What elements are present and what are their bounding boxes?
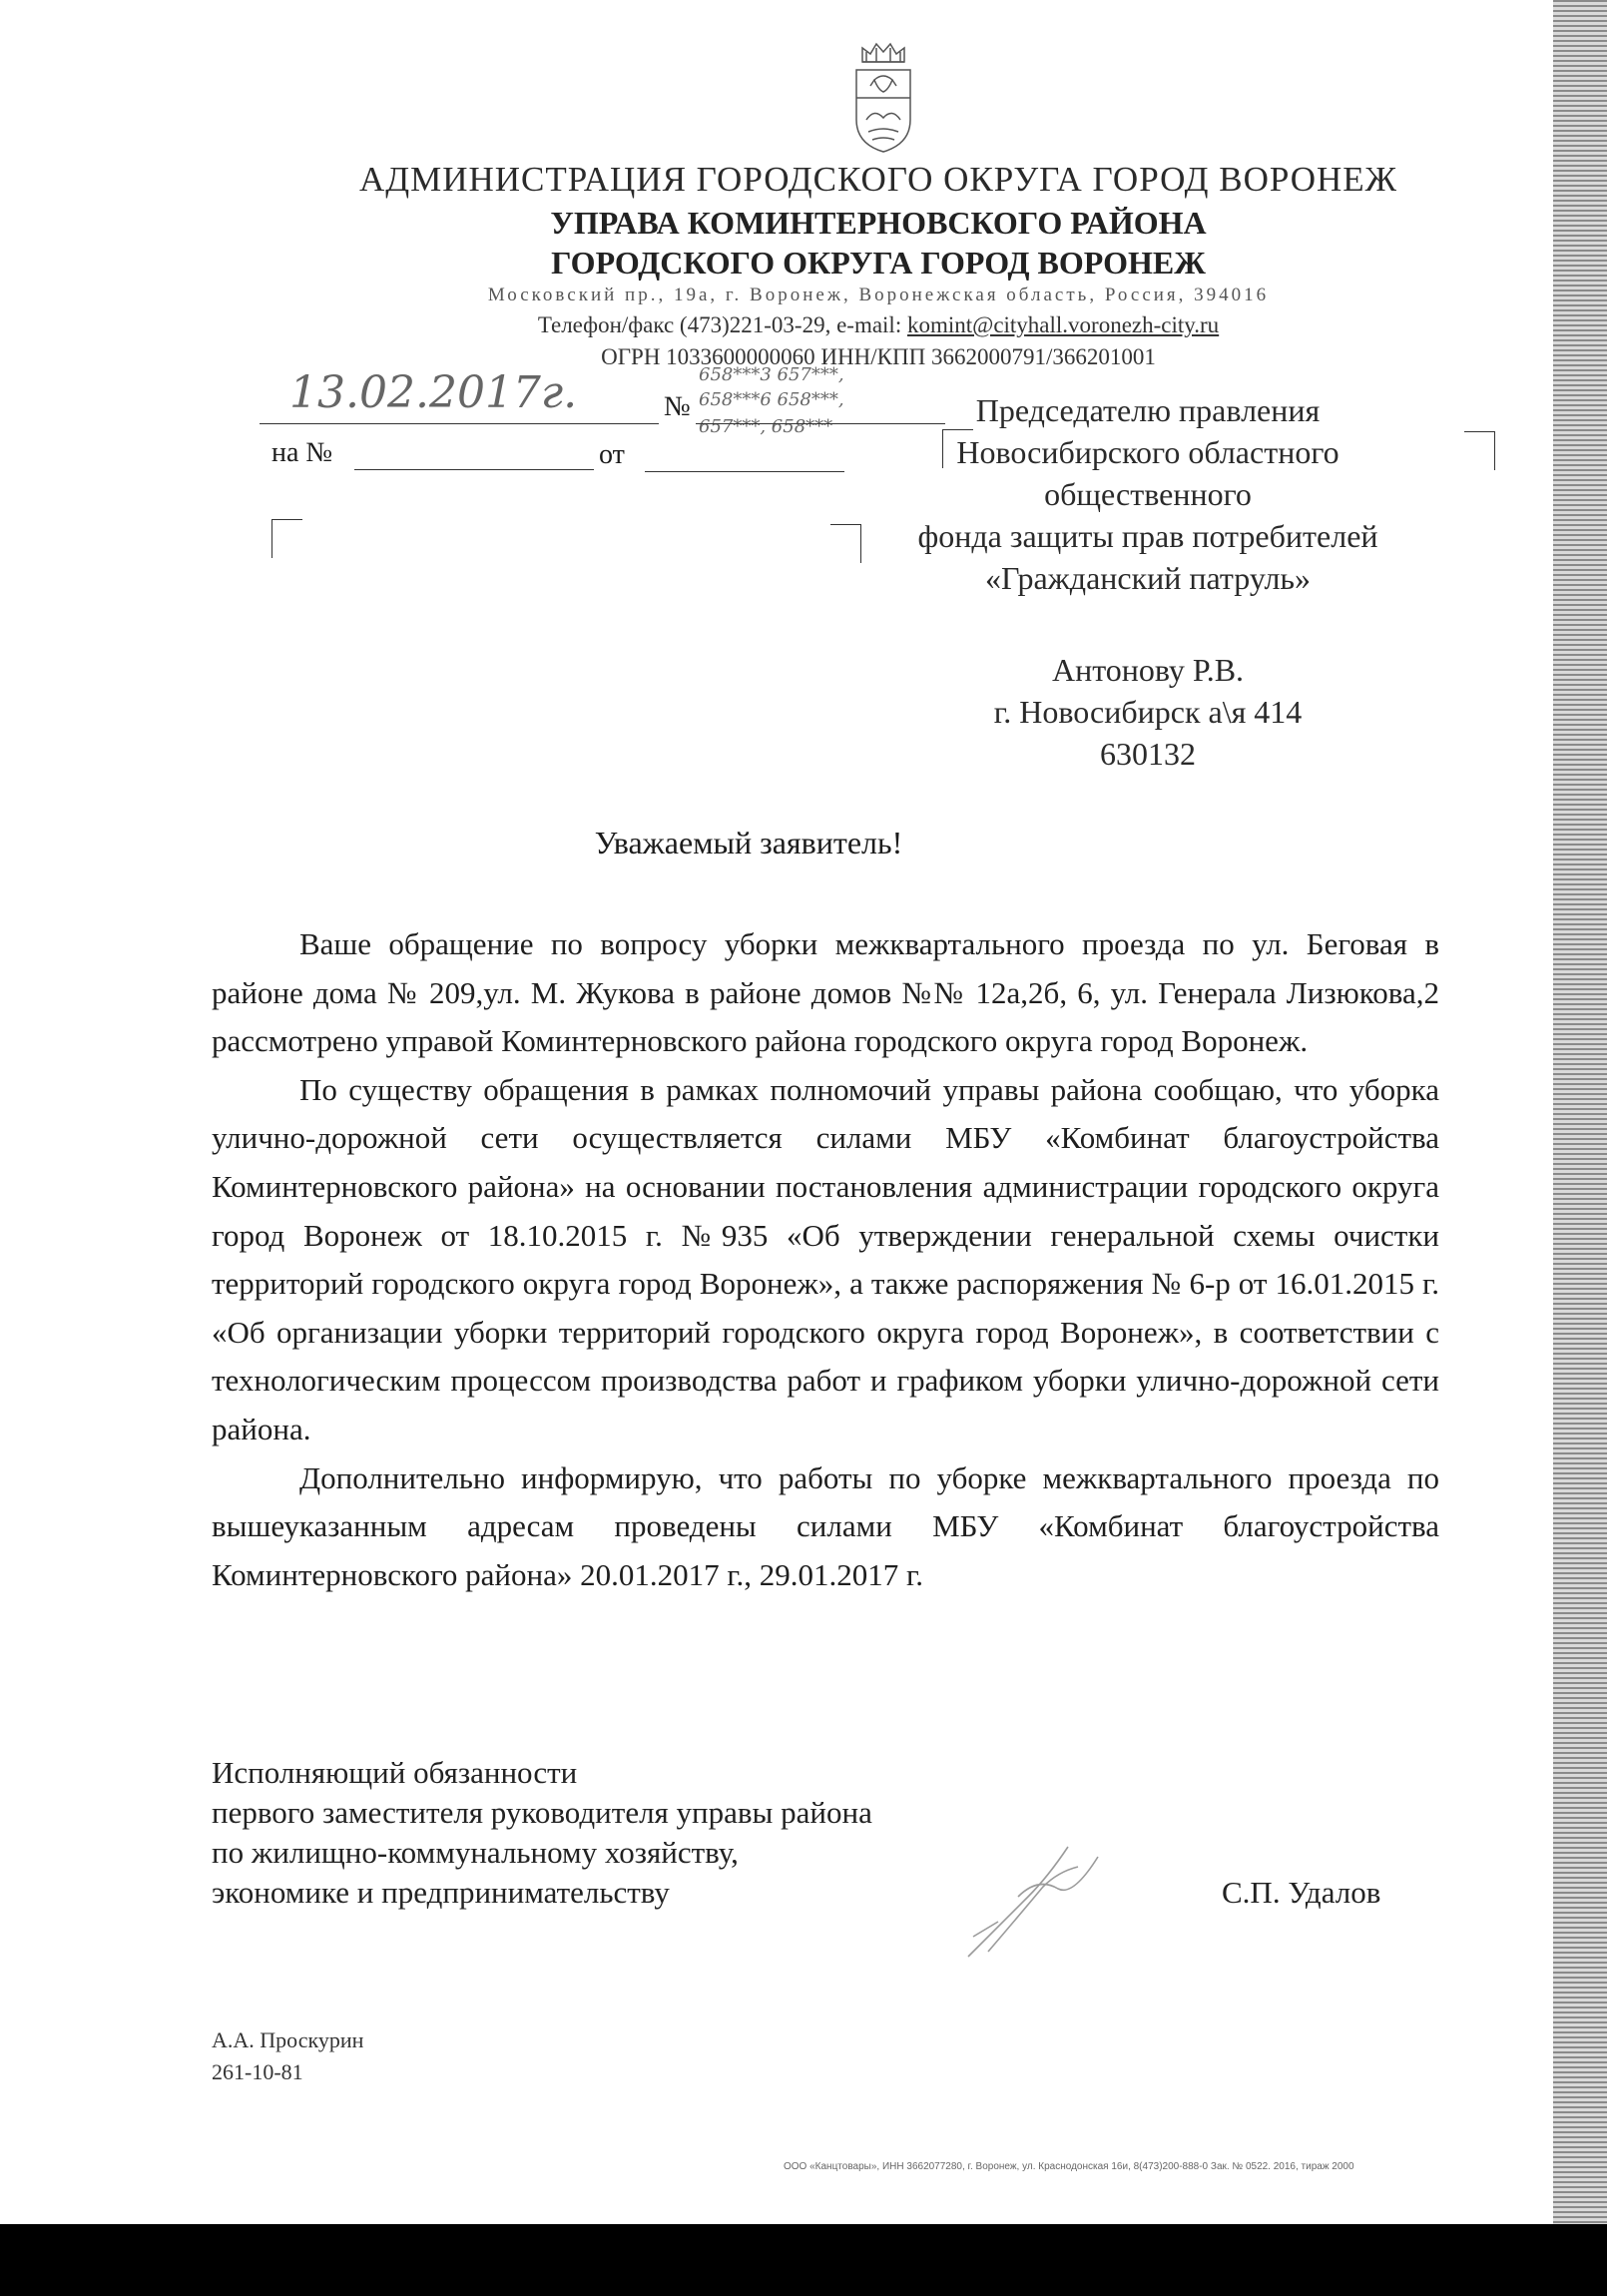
bracket-top-left	[271, 519, 302, 558]
outgoing-numbers-2: 658***6 658***,	[699, 389, 844, 410]
administration-title: АДМИНИСТРАЦИЯ ГОРОДСКОГО ОКРУГА ГОРОД ВОРОНЕЖ	[358, 160, 1398, 199]
paragraph-1: Ваше обращение по вопросу уборки межквартального проезда по ул. Беговая в районе дома № 209,ул. М. Жукова в районе домов №№ 12а,2б, 6, ул. Генерала Лизюкова,2 рассмотрено управой Коминтерновского района городского округа город Воронеж.	[212, 926, 1439, 1059]
signatory-title-line-2: первого заместителя руководителя управы района	[212, 1795, 872, 1830]
executor-block	[212, 2024, 363, 2088]
addressee-postcode: 630132	[1100, 736, 1196, 772]
reply-to-number-label: на №	[271, 437, 333, 468]
addressee-line-2: Новосибирского областного	[956, 434, 1339, 470]
executor-name: А.А. Проскурин	[212, 2027, 364, 2052]
board-title: УПРАВА КОМИНТЕРНОВСКОГО РАЙОНА	[550, 205, 1207, 241]
addressee-bracket-right	[1464, 431, 1495, 470]
bracket-top-right	[830, 524, 861, 563]
phone-fax: Телефон/факс (473)221-03-29, e-mail:	[537, 312, 907, 337]
addressee-line-4: фонда защиты прав потребителей	[917, 518, 1378, 554]
board-subtitle: ГОРОДСКОГО ОКРУГА ГОРОД ВОРОНЕЖ	[551, 245, 1206, 281]
ogrn-inn-kpp: ОГРН 1033600000060 ИНН/КПП 3662000791/366201001	[601, 344, 1156, 369]
outgoing-numbers-3: 657***, 658***	[699, 416, 833, 437]
addressee-city: г. Новосибирск а\я 414	[993, 694, 1303, 730]
reply-date-label: от	[599, 439, 625, 470]
signatory-title-line-1: Исполняющий обязанности	[212, 1755, 578, 1790]
contact-line	[260, 312, 1497, 338]
salutation: Уважаемый заявитель!	[594, 825, 903, 861]
scan-edge-stripe	[1553, 0, 1607, 2224]
letter-body	[212, 920, 1439, 1599]
executor-phone: 261-10-81	[212, 2059, 303, 2084]
print-imprint: ООО «Канцтовары», ИНН 3662077280, г. Воронеж, ул. Краснодонская 16и, 8(473)200-888-0 Зак. № 0522. 2016, тираж 2000	[784, 2161, 1354, 2172]
reply-number-underline	[354, 469, 594, 470]
addressee-details	[878, 649, 1417, 775]
date-underline	[260, 423, 659, 424]
outgoing-numbers-1: 658***3 657***,	[699, 364, 844, 385]
reply-date-underline	[645, 471, 844, 472]
signatory-name: С.П. Удалов	[1222, 1875, 1381, 1910]
addressee-line-3: общественного	[1044, 476, 1252, 512]
paragraph-2: По существу обращения в рамках полномочий управы района сообщаю, что уборка улично-дорожной сети осуществляется силами МБУ «Комбинат благоустройства Коминтерновского района» на основании постановления администрации городского округа город Воронеж от 18.10.2015 г. №935 «Об утверждении генеральной схемы очистки территорий городского округа город Воронеж», а также распоряжения № 6-р от 16.01.2015 г. «Об организации уборки территорий городского округа город Воронеж», в соответствии с технологическим процессом производства работ и графиком уборки улично-дорожной сети района.	[212, 1071, 1439, 1446]
paragraph-3: Дополнительно информирую, что работы по уборке межквартального проезда по вышеуказанным адресам проведены силами МБУ «Комбинат благоустройства Коминтерновского района» 20.01.2017 г., 29.01.2017 г.	[212, 1459, 1439, 1592]
outgoing-number-sign: №	[664, 391, 691, 422]
office-address: Московский пр., 19а, г. Воронеж, Воронежская область, Россия, 394016	[487, 285, 1270, 305]
outgoing-date: 13.02.2017г.	[289, 367, 578, 418]
coat-of-arms-emblem	[848, 40, 918, 155]
handwritten-signature	[958, 1817, 1138, 1967]
signatory-title-line-3: по жилищно-коммунальному хозяйству,	[212, 1835, 739, 1870]
addressee-line-5: «Гражданский патруль»	[984, 560, 1311, 596]
email-link[interactable]: komint@cityhall.voronezh-city.ru	[906, 312, 1220, 337]
addressee-block	[878, 389, 1417, 599]
addressee-line-1: Председателю правления	[975, 392, 1321, 428]
addressee-name: Антонову Р.В.	[1051, 652, 1245, 688]
signatory-title	[212, 1753, 872, 1913]
signatory-title-line-4: экономике и предпринимательству	[212, 1875, 670, 1910]
scan-bottom-band	[0, 2224, 1607, 2296]
